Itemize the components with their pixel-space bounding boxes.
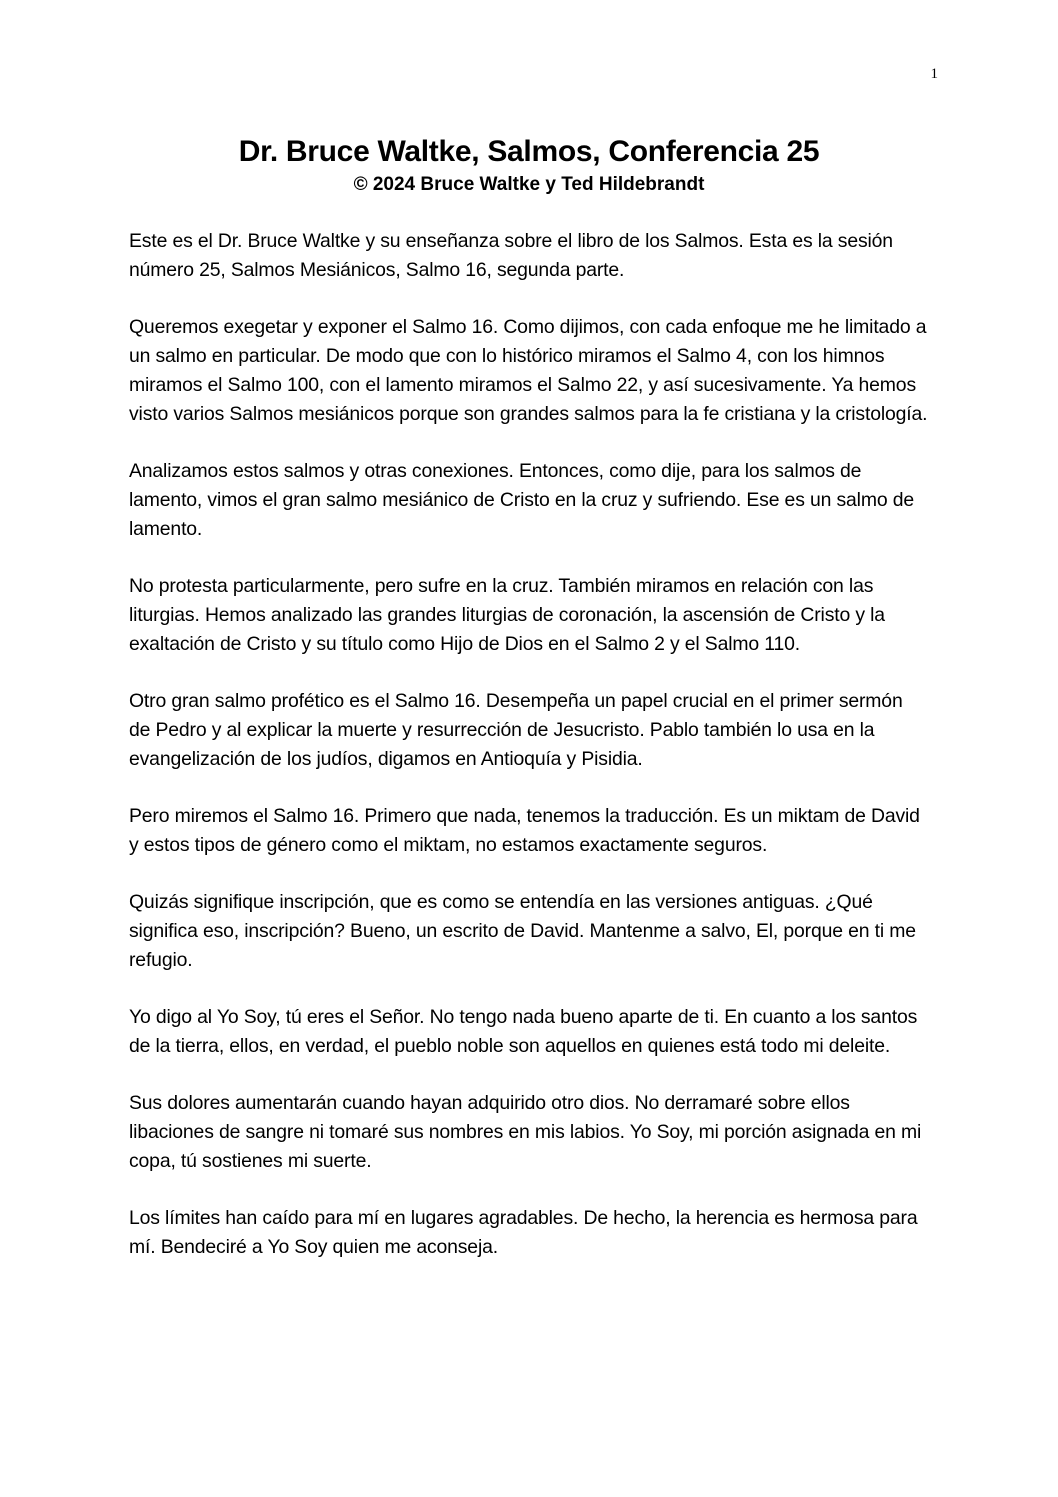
document-body xyxy=(129,227,929,1290)
paragraph: Queremos exegetar y exponer el Salmo 16. Como dijimos, con cada enfoque me he limitado a un salmo en particular. De modo que con lo histórico miramos el Salmo 4, con los himnos miramos el Salmo 100, con el lamento miramos el Salmo 22, y así sucesivamente. Ya hemos visto varios Salmos mesiánicos porque son grandes salmos para la fe cristiana y la cristología. xyxy=(129,316,928,425)
paragraph: Los límites han caído para mí en lugares agradables. De hecho, la herencia es hermosa para mí. Bendeciré a Yo Soy quien me aconseja. xyxy=(129,1207,918,1259)
paragraph: No protesta particularmente, pero sufre en la cruz. También miramos en relación con las liturgias. Hemos analizado las grandes liturgias de coronación, la ascensión de Cristo y la exaltación de Cristo y su título como Hijo de Dios en el Salmo 2 y el Salmo 110. xyxy=(129,574,885,655)
paragraph: Analizamos estos salmos y otras conexiones. Entonces, como dije, para los salmos de lamento, vimos el gran salmo mesiánico de Cristo en la cruz y sufriendo. Ese es un salmo de lamento. xyxy=(129,459,914,540)
paragraph: Este es el Dr. Bruce Waltke y su enseñanza sobre el libro de los Salmos. Esta es la sesión número 25, Salmos Mesiánicos, Salmo 16, segunda parte. xyxy=(129,230,893,281)
paragraph: Quizás signifique inscripción, que es como se entendía en las versiones antiguas. ¿Qué significa eso, inscripción? Bueno, un escrito de David. Mantenme a salvo, El, porque en ti me refugio. xyxy=(129,891,916,971)
paragraph: Pero miremos el Salmo 16. Primero que nada, tenemos la traducción. Es un miktam de David y estos tipos de género como el miktam, no estamos exactamente seguros. xyxy=(129,804,920,856)
page-number: 1 xyxy=(930,66,938,82)
document-title: Dr. Bruce Waltke, Salmos, Conferencia 25 xyxy=(238,135,820,168)
paragraph: Yo digo al Yo Soy, tú eres el Señor. No tengo nada bueno aparte de ti. En cuanto a los santos de la tierra, ellos, en verdad, el pueblo noble son aquellos en quienes está todo mi deleite. xyxy=(129,1006,918,1057)
copyright-line: © 2024 Bruce Waltke y Ted Hildebrandt xyxy=(353,174,705,195)
paragraph: Otro gran salmo profético es el Salmo 16. Desempeña un papel crucial en el primer sermón de Pedro y al explicar la muerte y resurrección de Jesucristo. Pablo también lo usa en la evangelización de los judíos, digamos en Antioquía y Pisidia. xyxy=(129,689,903,770)
paragraph: Sus dolores aumentarán cuando hayan adquirido otro dios. No derramaré sobre ellos libaciones de sangre ni tomaré sus nombres en mis labios. Yo Soy, mi porción asignada en mi copa, tú sostienes mi suerte. xyxy=(129,1092,922,1172)
